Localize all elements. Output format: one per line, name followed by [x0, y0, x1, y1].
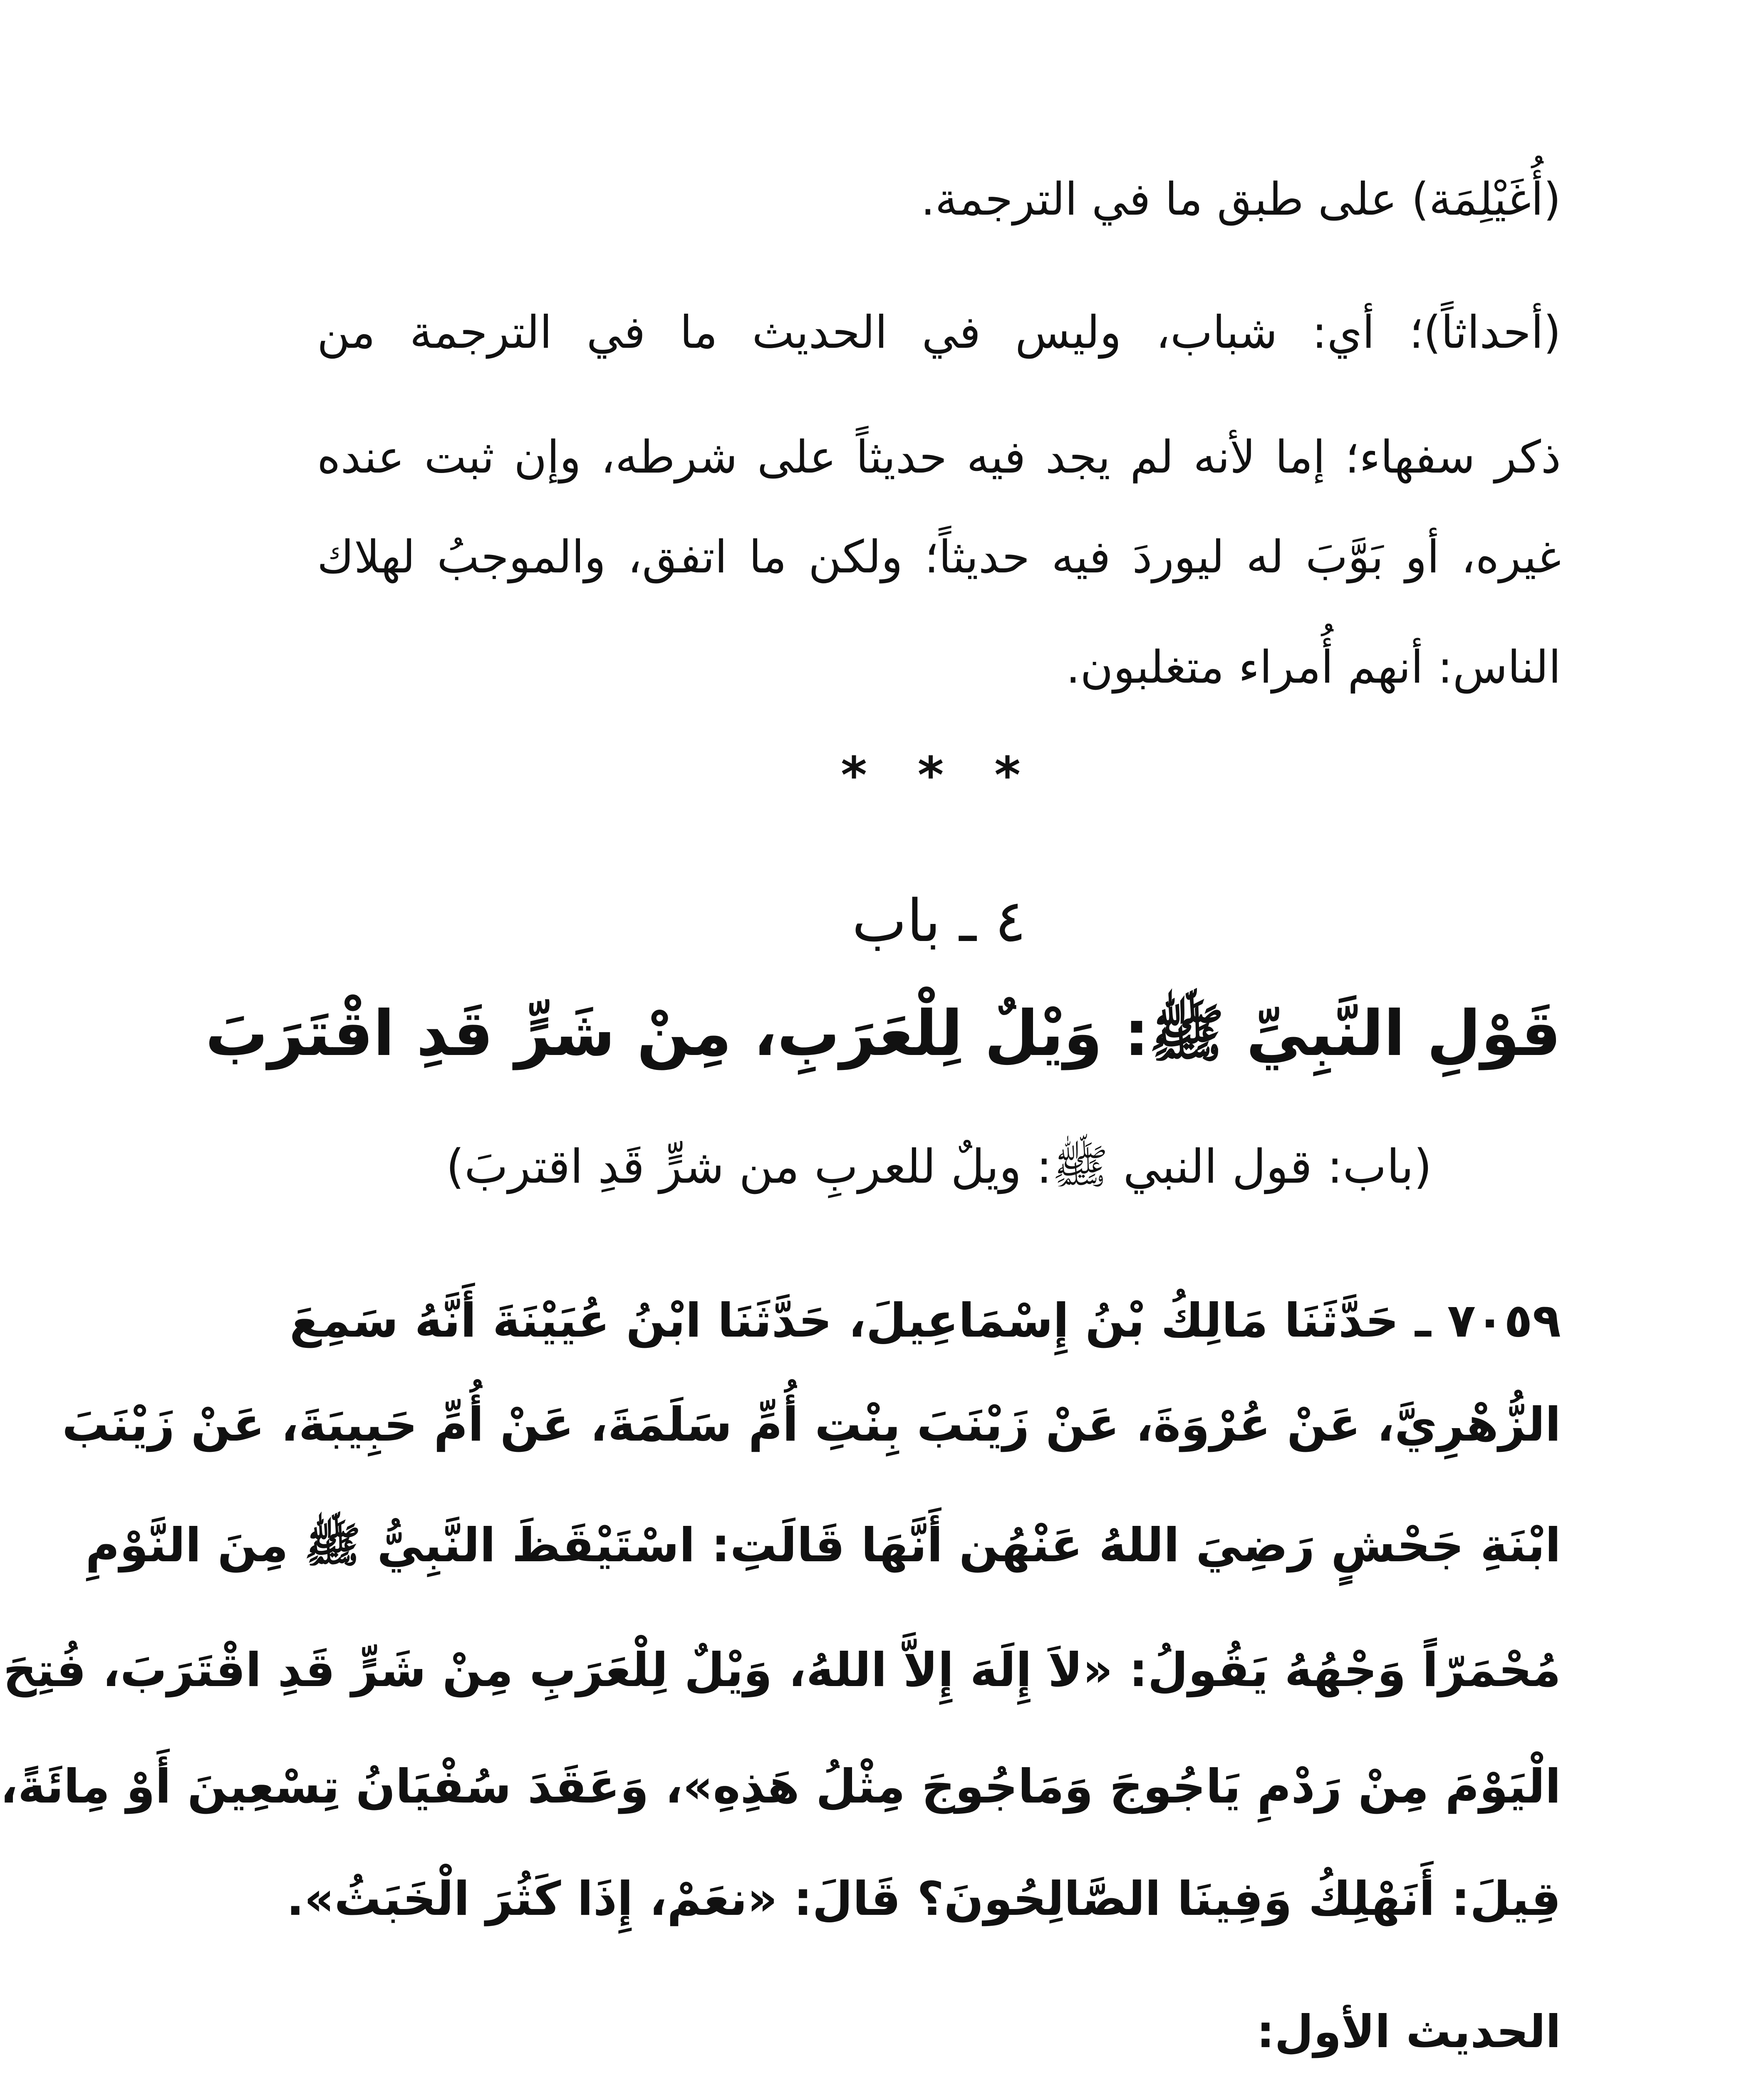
- commentary-heading: الحديث الأول:: [1256, 2006, 1561, 2058]
- hadith-line-5: الْيَوْمَ مِنْ رَدْمِ يَاجُوجَ وَمَاجُوجَ مِثْلُ هَذِهِ»، وَعَقَدَ سُفْيَانُ تِسْعِينَ أَوْ مِائَةً،: [0, 1760, 1561, 1814]
- hadith-line-4: مُحْمَرّاً وَجْهُهُ يَقُولُ: «لاَ إِلَهَ إِلاَّ اللهُ، وَيْلٌ لِلْعَرَبِ مِنْ شَرٍّ قَدِ اقْتَرَبَ، فُتِحَ: [3, 1643, 1561, 1697]
- hadith-line-2: الزُّهْرِيَّ، عَنْ عُرْوَةَ، عَنْ زَيْنَبَ بِنْتِ أُمِّ سَلَمَةَ، عَنْ أُمِّ حَبِيبَةَ، عَنْ زَيْنَبَ: [62, 1398, 1561, 1452]
- hadith-line-1: ٧٠٥٩ ـ حَدَّثَنَا مَالِكُ بْنُ إِسْمَاعِيلَ، حَدَّثَنَا ابْنُ عُيَيْنَةَ أَنَّهُ سَمِعَ: [289, 1294, 1561, 1348]
- intro-line-1: (أُغَيْلِمَة) على طبق ما في الترجمة.: [921, 173, 1561, 225]
- intro-line-2: (أحداثاً)؛ أي: شباب، وليس في الحديث ما في الترجمة من: [317, 307, 1561, 359]
- section-separator: * * *: [841, 747, 1037, 805]
- intro-line-4: غيره، أو بَوَّبَ له ليوردَ فيه حديثاً؛ ولكن ما اتفق، والموجبُ لهلاك: [317, 531, 1561, 583]
- hadith-line-6: قِيلَ: أَنَهْلِكُ وَفِينَا الصَّالِحُونَ؟ قَالَ: «نعَمْ، إِذَا كَثُرَ الْخَبَثُ».: [286, 1872, 1561, 1926]
- hadith-line-3: ابْنَةِ جَحْشٍ رَضِيَ اللهُ عَنْهُن أَنَّهَا قَالَتِ: اسْتَيْقَظَ النَّبِيُّ ﷺ مِنَ النَّوْمِ: [85, 1518, 1561, 1572]
- chapter-title: قَوْلِ النَّبِيِّ ﷺ: وَيْلٌ لِلْعَرَبِ، مِنْ شَرٍّ قَدِ اقْتَرَبَ: [205, 998, 1561, 1070]
- intro-line-3: ذكر سفهاء؛ إما لأنه لم يجد فيه حديثاً على شرطه، وإن ثبت عنده: [317, 431, 1561, 483]
- intro-line-5: الناس: أنهم أُمراء متغلبون.: [1066, 641, 1561, 693]
- chapter-number: ٤ ـ باب: [852, 887, 1026, 955]
- chapter-subtitle: (باب: قول النبي ﷺ: ويلٌ للعربِ من شرٍّ قَدِ اقتربَ): [446, 1140, 1432, 1194]
